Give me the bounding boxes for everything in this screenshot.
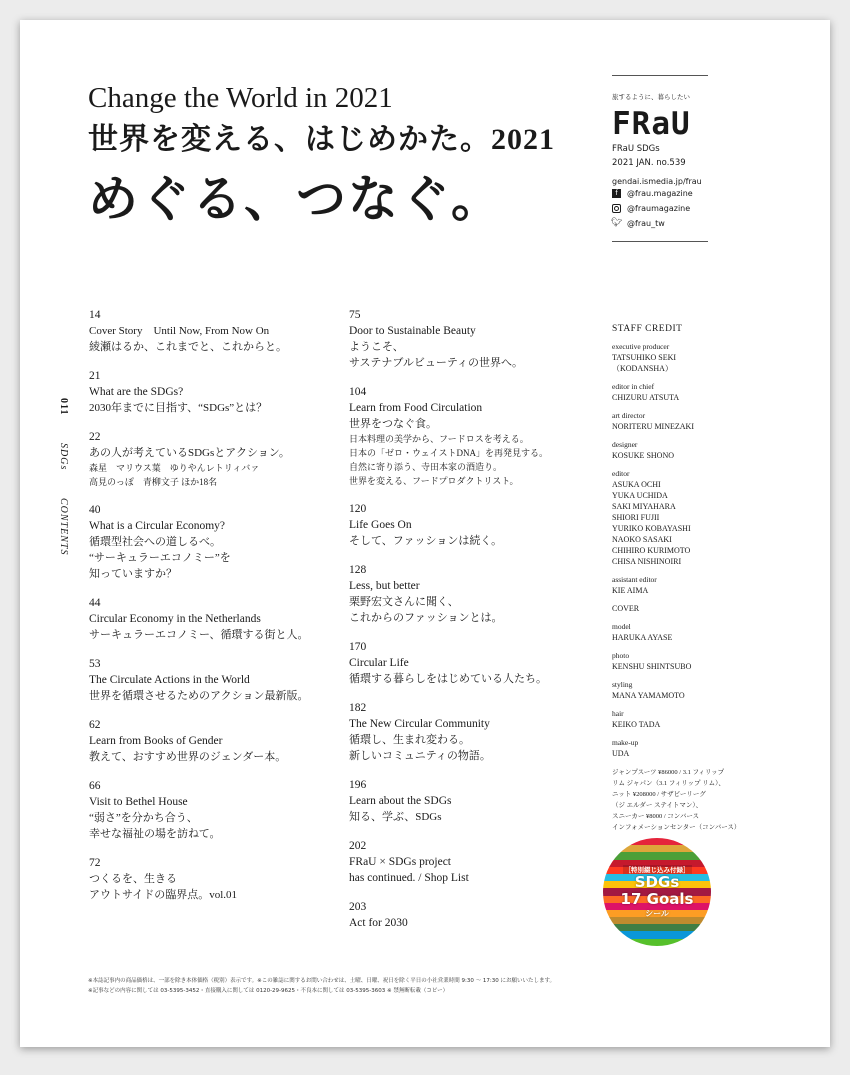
badge-title: SDGs <box>634 873 680 891</box>
contents-title-line: サーキュラーエコノミー、循環する街と人。 <box>89 629 309 641</box>
instagram-icon <box>612 204 621 213</box>
sdgs-sticker-badge <box>603 838 711 946</box>
section-name: SDGs <box>58 442 69 471</box>
contents-title-line: 循環型社会への道しるべ。 <box>89 536 221 548</box>
contents-entry[interactable] <box>349 502 594 549</box>
contents-title-line: Life Goes On <box>349 519 412 531</box>
contents-entry[interactable] <box>89 779 344 842</box>
frau-logo: FRaU <box>612 106 691 142</box>
staff-name: TATSUHIKO SEKI <box>612 353 677 362</box>
credit-line: スニーカー ¥8000 / コンバース <box>612 813 700 820</box>
contents-entry[interactable] <box>349 563 594 626</box>
contents-title-line: Learn from Food Circulation <box>349 402 483 414</box>
contents-title-line: The Circulate Actions in the World <box>89 674 250 686</box>
staff-group <box>612 708 752 730</box>
staff-role: designer <box>612 440 638 449</box>
contents-entry[interactable] <box>89 369 344 416</box>
contents-title-line: 教えて、おすすめ世界のジェンダー本。 <box>89 751 287 763</box>
contents-entry[interactable] <box>349 778 594 825</box>
contents-title-line: 2030年までに目指す、“SDGs”とは？ <box>89 402 268 414</box>
contents-page-number: 104 <box>349 386 367 398</box>
staff-group <box>612 679 752 701</box>
staff-role: art director <box>612 411 646 420</box>
page-number: 011 <box>58 398 69 416</box>
contents-page-number: 128 <box>349 564 367 576</box>
footnote <box>88 976 768 996</box>
instagram-handle: @fraumagazine <box>627 204 691 213</box>
contents-title-line: アウトサイドの臨界点。vol.01 <box>89 889 238 901</box>
masthead <box>612 75 708 242</box>
masthead-top-rule <box>612 75 708 76</box>
contents-title-line: Visit to Bethel House <box>89 796 188 808</box>
staff-name: KOSUKE SHONO <box>612 451 675 460</box>
staff-group <box>612 381 752 403</box>
social-facebook[interactable] <box>612 186 708 201</box>
staff-credit <box>612 324 752 833</box>
staff-role: assistant editor <box>612 575 657 584</box>
contents-title-line: 栗野宏文さんに聞く、 <box>349 596 459 608</box>
contents-title-line: 世界を循環させるためのアクション最新版。 <box>89 690 309 702</box>
staff-group <box>612 468 752 567</box>
contents-title-line: Door to Sustainable Beauty <box>349 325 476 337</box>
staff-role: editor in chief <box>612 382 655 391</box>
staff-name: KEIKO TADA <box>612 720 661 729</box>
contents-title-line: The New Circular Community <box>349 718 490 730</box>
staff-name: CHIHIRO KURIMOTO <box>612 546 691 555</box>
footnote-line: ※記事などの内容に関しては 03-5395-3452・直接購入に関しては 0120-29-9625・不良本に関しては 03-5395-3603 ※ 禁無断転載（コピー） <box>88 988 449 994</box>
magazine-page <box>20 20 830 1047</box>
social-instagram[interactable] <box>612 201 708 216</box>
contents-title-line: 幸せな福祉の場を訪ねて。 <box>89 828 221 840</box>
contents-page-number: 202 <box>349 840 367 852</box>
contents-title-line: つくるを、生きる <box>89 873 177 885</box>
credit-line: インフォメーションセンター（コンバース） <box>612 824 741 831</box>
contents-entry[interactable] <box>89 430 344 489</box>
staff-credit-title: STAFF CREDIT <box>612 324 683 334</box>
staff-role: hair <box>612 709 624 718</box>
staff-role: executive producer <box>612 342 670 351</box>
color-stripe <box>603 845 711 852</box>
staff-name: UDA <box>612 749 630 758</box>
contents-entry[interactable] <box>89 596 344 643</box>
contents-title-line: これからのファッションとは。 <box>349 612 503 624</box>
contents-entry[interactable] <box>89 856 344 903</box>
contents-subtitle-line: 自然に寄り添う、寺田本家の酒造り。 <box>349 462 503 472</box>
contents-title-line: 新しいコミュニティの物語。 <box>349 750 491 762</box>
color-stripe <box>603 939 711 946</box>
contents-page-number: 75 <box>349 309 361 321</box>
staff-name: KENSHU SHINTSUBO <box>612 662 692 671</box>
contents-title-line: Learn from Books of Gender <box>89 735 223 747</box>
contents-title-line: 知る、学ぶ、SDGs <box>349 811 442 823</box>
contents-title-line: “サーキュラーエコノミー”を <box>89 552 231 564</box>
staff-group <box>612 410 752 432</box>
twitter-handle: @frau_tw <box>627 219 665 228</box>
staff-name: NORITERU MINEZAKI <box>612 422 694 431</box>
staff-group <box>612 621 752 643</box>
contents-title-line: サステナブルビューティの世界へ。 <box>349 357 524 369</box>
color-stripe <box>603 931 711 938</box>
contents-entry[interactable] <box>89 308 344 355</box>
contents-subtitle-line: 高見のっぽ 青柳文子 ほか18名 <box>89 477 218 487</box>
credit-line: ニット ¥208000 / サザビーリーグ <box>612 791 706 798</box>
contents-entry[interactable] <box>89 718 344 765</box>
staff-name: SAKI MIYAHARA <box>612 502 676 511</box>
contents-title-line: Act for 2030 <box>349 917 408 929</box>
contents-column-left <box>89 308 344 903</box>
contents-subtitle-line: 日本の「ゼロ・ウェイストDNA」を再発見する。 <box>349 448 549 458</box>
contents-page-number: 21 <box>89 370 101 382</box>
contents-title-line: 知っていますか？ <box>89 568 177 580</box>
staff-name: ASUKA OCHI <box>612 480 661 489</box>
contents-title-line: What are the SDGs? <box>89 386 184 398</box>
issue-number: 2021 JAN. no.539 <box>612 158 686 168</box>
staff-role: editor <box>612 469 630 478</box>
contents-page-number: 203 <box>349 901 367 913</box>
contents-title-line: What is a Circular Economy? <box>89 520 226 532</box>
staff-group <box>612 341 752 374</box>
social-twitter[interactable] <box>612 216 708 231</box>
contents-page-number: 182 <box>349 702 367 714</box>
staff-group <box>612 737 752 759</box>
contents-column-right <box>349 308 594 931</box>
staff-name: CHISA NISHINOIRI <box>612 557 682 566</box>
contents-title-line: ようこそ、 <box>349 341 404 353</box>
credit-line: リム ジャパン（3.1 フィリップ リム）、 <box>612 780 725 787</box>
staff-name: MANA YAMAMOTO <box>612 691 685 700</box>
color-stripe <box>603 924 711 931</box>
contents-entry[interactable] <box>349 900 594 931</box>
staff-role: model <box>612 622 631 631</box>
contents-subtitle-line: 日本料理の美学から、フードロスを考える。 <box>349 434 529 444</box>
staff-name: YURIKO KOBAYASHI <box>612 524 691 533</box>
staff-role: make-up <box>612 738 639 747</box>
contents-entry[interactable] <box>349 385 594 488</box>
staff-name: SHIORI FUJII <box>612 513 660 522</box>
contents-title-line: FRaU × SDGs project <box>349 856 451 868</box>
contents-page-number: 62 <box>89 719 101 731</box>
badge-tag: ［特別綴じ込み付録］ <box>624 866 690 874</box>
contents-title-line: 綾瀬はるか、これまでと、これからと。 <box>89 341 287 353</box>
contents-entry[interactable] <box>349 701 594 764</box>
contents-page-number: 40 <box>89 504 101 516</box>
staff-role: styling <box>612 680 633 689</box>
contents-page-number: 14 <box>89 309 101 321</box>
badge-goals: 17 Goals <box>620 890 694 908</box>
staff-name: （KODANSHA） <box>612 364 673 373</box>
staff-name: YUKA UCHIDA <box>612 491 668 500</box>
staff-role: photo <box>612 651 630 660</box>
contents-page-number: 170 <box>349 641 367 653</box>
staff-name: NAOKO SASAKI <box>612 535 672 544</box>
masthead-tagline: 旅するように、暮らしたい <box>612 93 690 101</box>
badge-sticker: シール <box>645 909 669 918</box>
staff-name: CHIZURU ATSUTA <box>612 393 680 402</box>
contents-title-line: 循環し、生まれ変わる。 <box>349 734 470 746</box>
facebook-icon: f <box>612 189 621 198</box>
contents-title-line: Learn about the SDGs <box>349 795 452 807</box>
contents-page-number: 120 <box>349 503 367 515</box>
twitter-icon: 🐦︎ <box>610 218 623 228</box>
contents-title-line: Cover Story Until Now, From Now On <box>89 325 270 337</box>
issue-title: FRaU SDGs <box>612 144 660 154</box>
contents-page-number: 196 <box>349 779 367 791</box>
headline-japanese: 世界を変える、はじめかた。2021 <box>88 123 555 156</box>
contents-title-line: Circular Economy in the Netherlands <box>89 613 261 625</box>
contents-title-line: あの人が考えているSDGsとアクション。 <box>89 447 290 459</box>
credit-line: ジャンプスーツ ¥86000 / 3.1 フィリップ <box>612 769 725 776</box>
staff-group <box>612 650 752 672</box>
contents-subtitle-line: 世界を変える、フードプロダクトリスト。 <box>349 476 519 486</box>
footnote-line: ※本誌記事内の商品価格は、一部を除き本体価格（税別）表示です。※この雑誌に関するお問い合わせは、土曜、日曜、祝日を除く平日の小社営業時間 9:30 〜 17:30 にお願いいたします。 <box>88 978 556 984</box>
page-sideline <box>58 398 69 579</box>
contents-entry[interactable] <box>349 640 594 687</box>
contents-title-line: Circular Life <box>349 657 409 669</box>
staff-group <box>612 603 752 614</box>
contents-page-number: 44 <box>89 597 101 609</box>
color-stripe <box>603 852 711 859</box>
headline-english: Change the World in 2021 <box>88 82 393 114</box>
staff-name: KIE AIMA <box>612 586 649 595</box>
headline-main: めぐる、つなぐ。 <box>88 171 503 227</box>
staff-group <box>612 574 752 596</box>
color-stripe <box>603 838 711 845</box>
masthead-bottom-rule <box>612 241 708 242</box>
facebook-handle: @frau.magazine <box>627 189 693 198</box>
contents-entry[interactable] <box>349 839 594 886</box>
contents-subtitle-line: 森星 マリウス葉 ゆりやんレトリィバァ <box>89 463 260 473</box>
contents-page-number: 66 <box>89 780 101 792</box>
contents-page-number: 22 <box>89 431 101 443</box>
headline <box>88 80 555 230</box>
contents-entry[interactable] <box>89 503 344 582</box>
contents-entry[interactable] <box>89 657 344 704</box>
contents-page-number: 72 <box>89 857 101 869</box>
contents-entry[interactable] <box>349 308 594 371</box>
section-label: CONTENTS <box>58 497 69 556</box>
contents-page-number: 53 <box>89 658 101 670</box>
contents-title-line: has continued. / Shop List <box>349 872 469 884</box>
contents-title-line: 循環する暮らしをはじめている人たち。 <box>349 673 547 685</box>
staff-name: HARUKA AYASE <box>612 633 673 642</box>
fashion-credits <box>612 767 752 833</box>
contents-title-line: そして、ファッションは続く。 <box>349 535 503 547</box>
credit-line: （ジ エルダー ステイトマン）、 <box>612 802 703 809</box>
contents-title-line: Less, but better <box>349 580 420 592</box>
website-link[interactable]: gendai.ismedia.jp/frau <box>612 177 702 186</box>
staff-group <box>612 439 752 461</box>
staff-name: COVER <box>612 604 640 613</box>
contents-title-line: “弱さ”を分かち合う、 <box>89 812 198 824</box>
contents-title-line: 世界をつなぐ食。 <box>349 418 437 430</box>
